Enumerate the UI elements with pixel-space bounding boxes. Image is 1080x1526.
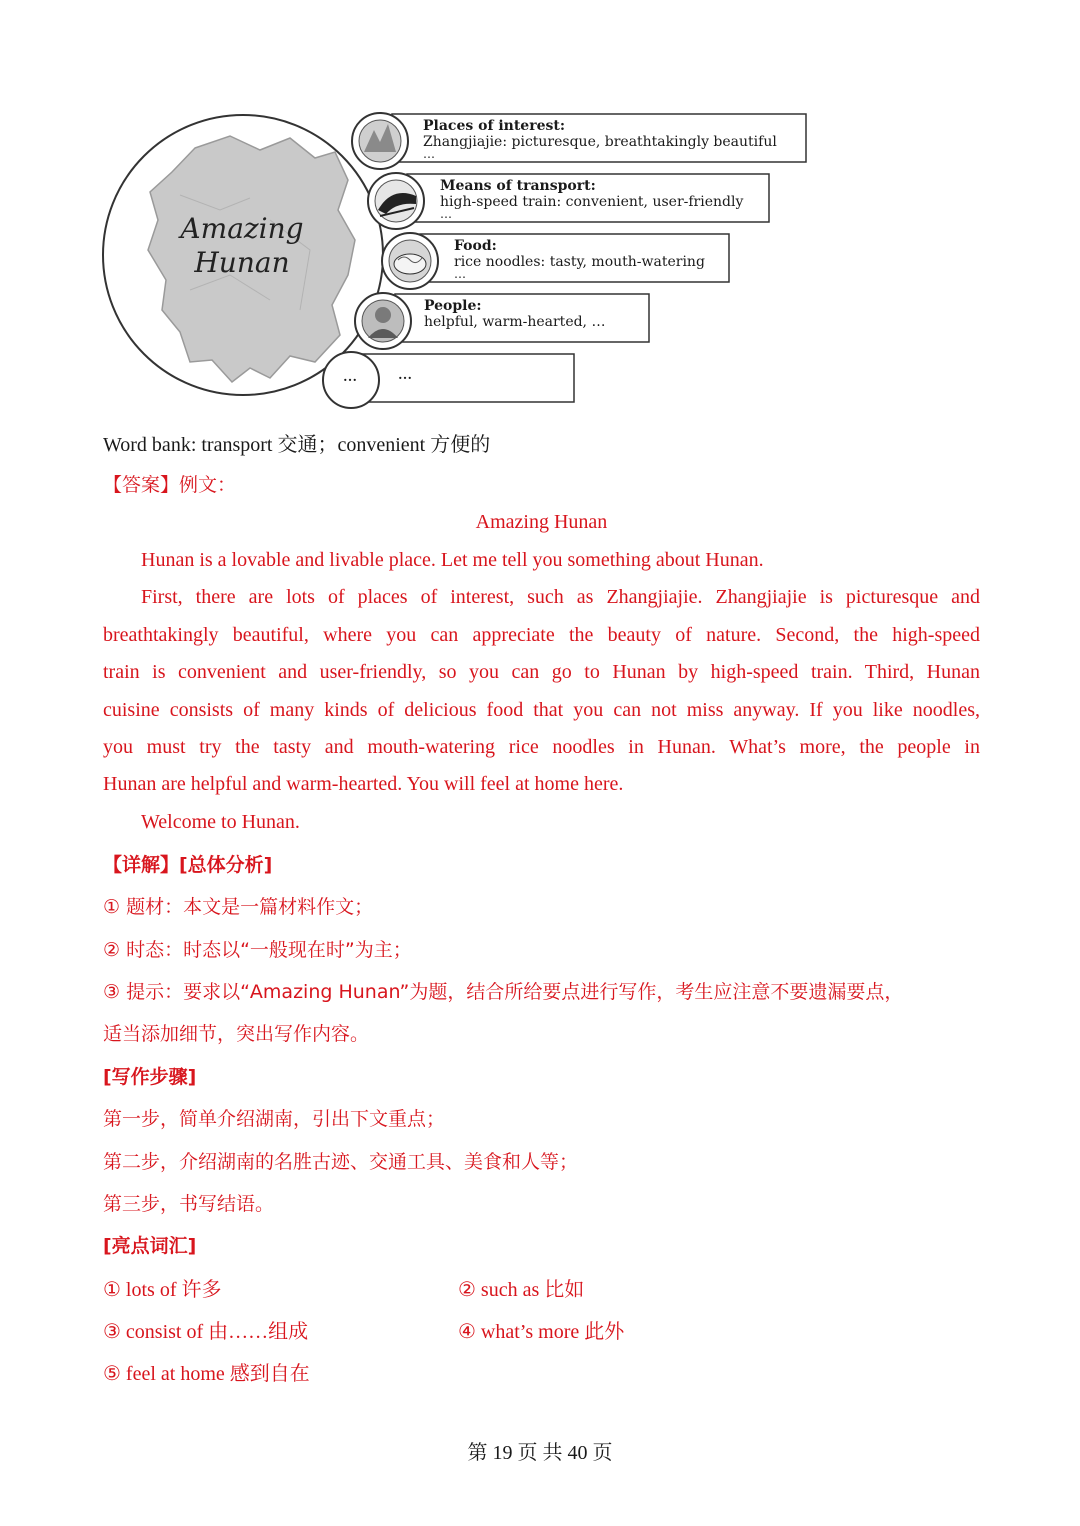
extra-box-dots: …: [398, 368, 412, 383]
essay-paragraph-2-line-5: you must try the tasty and mouth-watering rice noodles in Hunan. What’s more, the people in: [103, 736, 980, 758]
vocab-heading: [亮点词汇]: [103, 1235, 197, 1257]
figure-title-line2: Hunan: [194, 246, 290, 279]
category-more: …: [440, 207, 452, 221]
analysis-item-3: ③ 提示：要求以“Amazing Hunan”为题，结合所给要点进行写作，考生应注意不要遗漏要点，: [103, 981, 904, 1003]
vocab-item-2: ② such as 比如: [458, 1279, 585, 1301]
analysis-item-3-continued: 适当添加细节，突出写作内容。: [103, 1023, 370, 1045]
category-title: People:: [424, 298, 482, 314]
extra-circle-dots: …: [343, 370, 357, 385]
noodles-icon: [394, 254, 426, 274]
essay-paragraph-2-line-4: cuisine consists of many kinds of delicious food that you can not miss anyway. If you like noodles,: [103, 699, 980, 721]
figure-title-line1: Amazing: [180, 212, 304, 245]
analysis-item-2: ② 时态：时态以“一般现在时”为主；: [103, 939, 412, 961]
essay-paragraph-3: Welcome to Hunan.: [141, 811, 300, 833]
page-number: 第 19 页 共 40 页: [467, 1442, 613, 1464]
answer-label: 【答案】例文：: [103, 474, 237, 496]
step-3: 第三步，书写结语。: [103, 1193, 275, 1215]
category-places: [423, 118, 803, 161]
vocab-item-4: ④ what’s more 此外: [458, 1321, 625, 1343]
category-title: Places of interest:: [423, 118, 566, 134]
essay-paragraph-1: Hunan is a lovable and livable place. Let me tell you something about Hunan.: [141, 549, 764, 571]
category-title: Means of transport:: [440, 178, 596, 194]
figure-title: [162, 212, 322, 280]
category-desc: rice noodles: tasty, mouth-watering: [454, 254, 705, 270]
essay-paragraph-2-line-3: train is convenient and user-friendly, so you can go to Hunan by high-speed train. Third, Hunan: [103, 661, 980, 683]
vocab-item-3: ③ consist of 由……组成: [103, 1321, 309, 1343]
category-desc: high-speed train: convenient, user-friendly: [440, 194, 744, 210]
category-more: …: [423, 147, 435, 161]
step-2: 第二步，介绍湖南的名胜古迹、交通工具、美食和人等；: [103, 1151, 579, 1173]
essay-title: Amazing Hunan: [475, 511, 608, 533]
category-title: Food:: [454, 238, 497, 254]
essay-paragraph-2-line-2: breathtakingly beautiful, where you can appreciate the beauty of nature. Second, the high-speed: [103, 624, 980, 646]
steps-heading: [写作步骤]: [103, 1066, 197, 1088]
category-desc: Zhangjiajie: picturesque, breathtakingly beautiful: [423, 134, 777, 150]
analysis-heading: 【详解】[总体分析]: [103, 854, 273, 876]
essay-paragraph-2-line-1: First, there are lots of places of interest, such as Zhangjiajie. Zhangjiajie is picturesque and: [141, 586, 980, 608]
category-people: [424, 298, 646, 330]
analysis-item-1: ① 题材：本文是一篇材料作文；: [103, 896, 374, 918]
category-desc: helpful, warm-hearted, …: [424, 314, 606, 330]
vocab-item-1: ① lots of 许多: [103, 1279, 222, 1301]
vocab-item-5: ⑤ feel at home 感到自在: [103, 1363, 310, 1385]
category-food: [454, 238, 726, 281]
step-1: 第一步，简单介绍湖南，引出下文重点；: [103, 1108, 446, 1130]
category-more: …: [454, 267, 466, 281]
amazing-hunan-figure: [100, 100, 820, 420]
category-transport: [440, 178, 765, 221]
essay-paragraph-2-last-line: Hunan are helpful and warm-hearted. You will feel at home here.: [103, 773, 624, 795]
word-bank: Word bank: transport 交通；convenient 方便的: [103, 434, 491, 456]
